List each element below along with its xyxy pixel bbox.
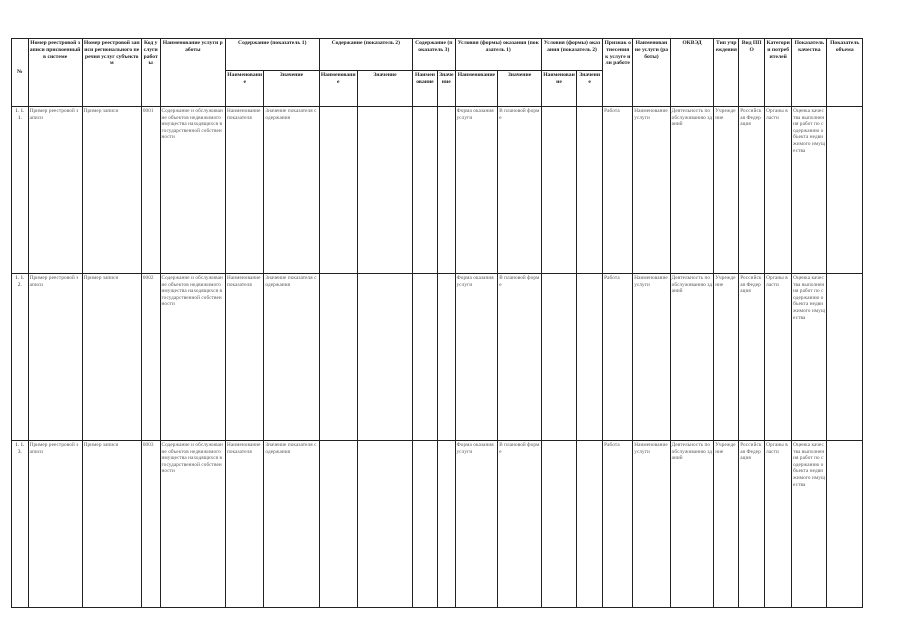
- header-reg2: Номер реестровой записи регионального перечня услуг субъектом: [82, 39, 141, 107]
- cell-content2-value: [357, 441, 412, 608]
- cell-content2-name: [319, 107, 357, 274]
- cell-content3-value: [437, 274, 455, 441]
- sub-header-value: Значение: [437, 71, 455, 107]
- cell-ppo: Российская Федерация: [739, 441, 765, 608]
- cell-content1-value: Значение показателя содержания: [264, 441, 319, 608]
- cell-quality: Оценка качества выполнения работ по содержанию объекта недвижимого имущества: [792, 274, 827, 441]
- cell-service: Наименование услуги: [633, 107, 670, 274]
- sub-header-name: Наименование: [541, 71, 576, 107]
- sub-header-name: Наименование: [455, 71, 498, 107]
- cell-content1-name: Наименование показателя: [225, 441, 263, 608]
- header-reg: Номер реестровой записи присвоенный в системе: [28, 39, 82, 107]
- cell-cond1-name: Форма оказания услуги: [455, 441, 498, 608]
- cell-code: 0001: [141, 107, 160, 274]
- header-num: №: [12, 39, 29, 107]
- cell-cond2-name: [541, 274, 576, 441]
- sub-header-value: Значение: [264, 71, 319, 107]
- table-row: [12, 441, 863, 608]
- cell-code: 0002: [141, 274, 160, 441]
- cell-content3-name: [413, 107, 438, 274]
- cell-flag: Работа: [603, 441, 633, 608]
- cell-volume: [827, 274, 863, 441]
- row-number: 1. 1. 3.: [12, 441, 29, 608]
- header-row-top: [12, 39, 863, 71]
- cell-cond2-name: [541, 441, 576, 608]
- header-content-1: Содержание (показатель 1): [225, 39, 319, 71]
- cell-okved: Деятельность по обслуживанию зданий: [670, 107, 714, 274]
- cell-cond1-name: Форма оказания услуги: [455, 274, 498, 441]
- cell-ppo: Российская Федерация: [739, 274, 765, 441]
- sub-header-name: Наименование: [225, 71, 263, 107]
- cell-content2-value: [357, 274, 412, 441]
- cell-content3-value: [437, 107, 455, 274]
- header-conditions-1: Условия (формы) оказания (показатель 1): [455, 39, 541, 71]
- cell-okved: Деятельность по обслуживанию зданий: [670, 441, 714, 608]
- sub-header-value: Значение: [357, 71, 412, 107]
- cell-flag: Работа: [603, 107, 633, 274]
- cell-name: Содержание и обслуживание объектов недвижимого имущества находящихся в государственной собственности: [160, 441, 225, 608]
- cell-quality: Оценка качества выполнения работ по содержанию объекта недвижимого имущества: [792, 107, 827, 274]
- cell-category: Органы власти: [765, 107, 792, 274]
- cell-content3-name: [413, 441, 438, 608]
- sub-header-name: Наименование: [413, 71, 438, 107]
- cell-reg2: Пример записи: [82, 274, 141, 441]
- cell-content1-value: Значение показателя содержания: [264, 274, 319, 441]
- sub-header-name: Наименование: [319, 71, 357, 107]
- cell-content1-value: Значение показателя содержания: [264, 107, 319, 274]
- header-flag: Признак отнесения к услуге или работе: [603, 39, 633, 107]
- row-number: 1. 1. 2.: [12, 274, 29, 441]
- cell-cond2-name: [541, 107, 576, 274]
- header-ppo: Вид ППО: [739, 39, 765, 107]
- header-content-3: Содержание (показатель 3): [413, 39, 456, 71]
- cell-content2-name: [319, 274, 357, 441]
- header-code: Код услуги работы: [141, 39, 160, 107]
- cell-type: Учреждение: [714, 107, 739, 274]
- cell-content2-name: [319, 441, 357, 608]
- cell-type: Учреждение: [714, 274, 739, 441]
- row-number: 1. 1. 1.: [12, 107, 29, 274]
- cell-reg2: Пример записи: [82, 107, 141, 274]
- cell-code: 0003: [141, 441, 160, 608]
- registry-table: [11, 38, 863, 608]
- header-quality: Показатель качества: [792, 39, 827, 107]
- cell-ppo: Российская Федерация: [739, 107, 765, 274]
- cell-cond1-value: В плановой форме: [498, 274, 542, 441]
- header-type: Тип учреждения: [714, 39, 739, 107]
- cell-cond2-value: [577, 107, 603, 274]
- cell-type: Учреждение: [714, 441, 739, 608]
- cell-reg: Пример реестровой записи: [28, 107, 82, 274]
- cell-volume: [827, 441, 863, 608]
- sub-header-value: Значение: [577, 71, 603, 107]
- cell-cond2-value: [577, 441, 603, 608]
- sub-header-value: Значение: [498, 71, 542, 107]
- cell-content1-name: Наименование показателя: [225, 107, 263, 274]
- cell-content1-name: Наименование показателя: [225, 274, 263, 441]
- cell-cond1-value: В плановой форме: [498, 441, 542, 608]
- cell-name: Содержание и обслуживание объектов недвижимого имущества находящихся в государственной собственности: [160, 107, 225, 274]
- header-category: Категории потребителей: [765, 39, 792, 107]
- header-conditions-2: Условия (формы) оказания (показатель 2): [541, 39, 602, 71]
- cell-category: Органы власти: [765, 441, 792, 608]
- cell-volume: [827, 107, 863, 274]
- cell-service: Наименование услуги: [633, 274, 670, 441]
- cell-okved: Деятельность по обслуживанию зданий: [670, 274, 714, 441]
- cell-name: Содержание и обслуживание объектов недвижимого имущества находящихся в государственной собственности: [160, 274, 225, 441]
- header-okved: ОКВЭД: [670, 39, 714, 107]
- table-row: [12, 274, 863, 441]
- cell-cond1-value: В плановой форме: [498, 107, 542, 274]
- table-row: [12, 107, 863, 274]
- cell-category: Органы власти: [765, 274, 792, 441]
- cell-reg: Пример реестровой записи: [28, 441, 82, 608]
- cell-reg: Пример реестровой записи: [28, 274, 82, 441]
- cell-content2-value: [357, 107, 412, 274]
- cell-service: Наименование услуги: [633, 441, 670, 608]
- cell-reg2: Пример записи: [82, 441, 141, 608]
- cell-content3-name: [413, 274, 438, 441]
- header-service: Наименование услуги (работы): [633, 39, 670, 107]
- header-content-2: Содержание (показатель 2): [319, 39, 413, 71]
- cell-flag: Работа: [603, 274, 633, 441]
- cell-cond1-name: Форма оказания услуги: [455, 107, 498, 274]
- cell-cond2-value: [577, 274, 603, 441]
- header-name: Наименование услуги работы: [160, 39, 225, 107]
- cell-content3-value: [437, 441, 455, 608]
- header-volume: Показатель объема: [827, 39, 863, 107]
- cell-quality: Оценка качества выполнения работ по содержанию объекта недвижимого имущества: [792, 441, 827, 608]
